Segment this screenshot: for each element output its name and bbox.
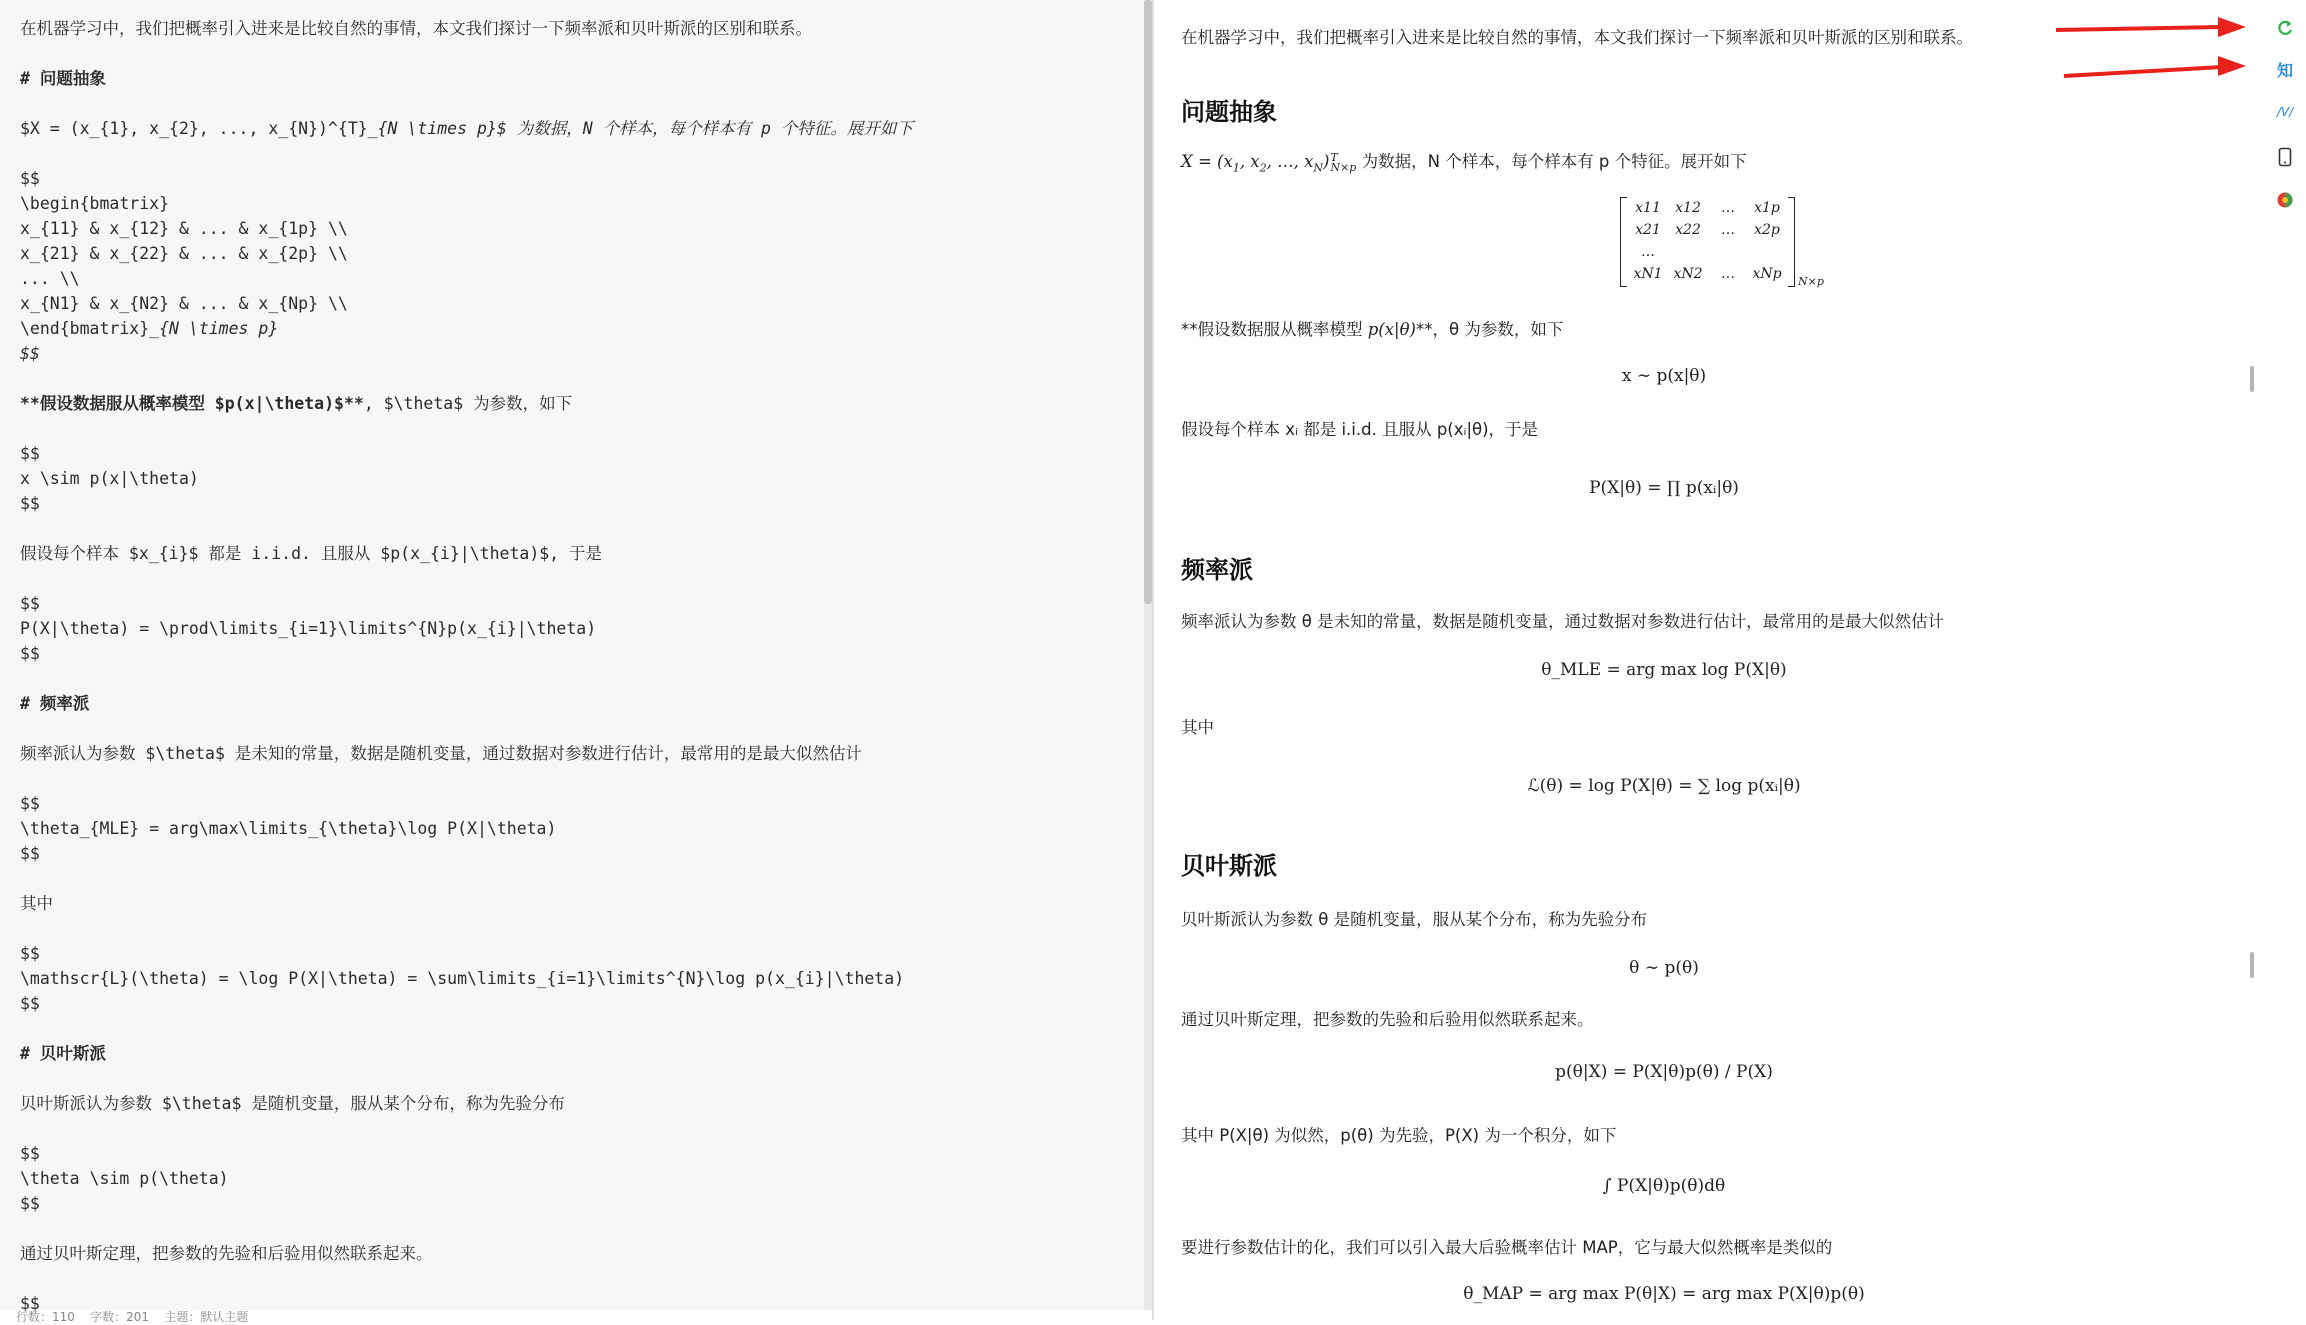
matrix-subscript: N×p [1798, 275, 1824, 288]
matrix-cell: x12 [1675, 200, 1701, 216]
matrix-cell: … [1721, 222, 1735, 238]
editor-line[interactable]: 其中 [20, 894, 53, 913]
matrix-cell: x22 [1675, 222, 1701, 238]
preview-where-paragraph: 其中 [1181, 718, 1214, 737]
equation-loglik: ℒ(θ) = log P(X|θ) = ∑ log p(xᵢ|θ) [1527, 776, 1801, 796]
editor-line[interactable]: x_{21} & x_{22} & ... & x_{2p} \\ [20, 244, 348, 263]
matrix-cells [1628, 197, 1786, 285]
equation-integral: ∫ P(X|θ)p(θ)dθ [1602, 1176, 1726, 1196]
editor-line[interactable]: 频率派认为参数 $\theta$ 是未知的常量，数据是随机变量，通过数据对参数进行估计，最常用的是最大似然估计 [20, 744, 862, 763]
matrix-cell: x11 [1635, 200, 1661, 216]
assume-suffix: **，θ 为参数，如下 [1416, 320, 1564, 339]
matrix-cell: x2p [1754, 222, 1780, 238]
editor-line[interactable]: x_{11} & x_{12} & ... & x_{1p} \\ [20, 219, 348, 238]
theme-icon[interactable] [2274, 191, 2296, 213]
matrix-cell [1748, 241, 1786, 263]
matrix-left-bracket [1620, 197, 1627, 287]
editor-status-bar: 行数：110 字数：201 主题：默认主题 [16, 1310, 249, 1324]
preview-scroll-marker-1[interactable] [2250, 366, 2254, 392]
preview-heading-problem: 问题抽象 [1181, 98, 1277, 126]
editor-line[interactable]: P(X|\theta) = \prod\limits_{i=1}\limits^{N}p(x_{i}|\theta) [20, 619, 597, 638]
preview-freq-paragraph: 频率派认为参数 θ 是未知的常量，数据是随机变量，通过数据对参数进行估计，最常用的是最大似然估计 [1181, 612, 1945, 631]
editor-line[interactable]: $$ [20, 844, 40, 863]
preview-intro-paragraph: 在机器学习中，我们把概率引入进来是比较自然的事情，本文我们探讨一下频率派和贝叶斯派的区别和联系。 [1181, 28, 1973, 47]
equation-prior: θ ∼ p(θ) [1629, 958, 1699, 978]
phone-icon-graphic [2278, 147, 2292, 167]
editor-line[interactable]: x \sim p(x|\theta) [20, 469, 199, 488]
editor-line-segment: {N \times p}$ 为数据，N 个样本，每个样本有 p 个特征。展开如下 [377, 119, 913, 138]
sync-icon-graphic [2275, 18, 2295, 38]
equation-mle: θ_MLE = arg max log P(X|θ) [1541, 660, 1787, 680]
preview-bayes-paragraph: 贝叶斯派认为参数 θ 是随机变量，服从某个分布，称为先验分布 [1181, 910, 1648, 929]
assume-prefix: **假设数据服从概率模型 [1181, 320, 1368, 339]
inline-math-X: $X = (x_1$, $x_2$, …, $x_N)T$ N×p [1181, 150, 1357, 175]
equation-likelihood: P(X|θ) = ∏ p(xᵢ|θ) [1589, 478, 1739, 498]
editor-line[interactable]: $$ [20, 644, 40, 663]
data-matrix [1620, 193, 1840, 293]
editor-line[interactable] [20, 1116, 913, 1141]
editor-line[interactable]: x_{N1} & x_{N2} & ... & x_{Np} \\ [20, 294, 348, 313]
matrix-right-bracket [1788, 197, 1795, 287]
editor-line[interactable] [20, 1266, 913, 1291]
formula-icon[interactable]: /V/ [2276, 105, 2294, 119]
editor-line[interactable] [20, 766, 913, 791]
data-paragraph-text: 为数据，N 个样本，每个样本有 p 个特征。展开如下 [1356, 152, 1747, 171]
editor-line[interactable]: 贝叶斯派认为参数 $\theta$ 是随机变量，服从某个分布，称为先验分布 [20, 1094, 565, 1113]
editor-line[interactable] [20, 716, 913, 741]
editor-line[interactable]: 假设每个样本 $x_{i}$ 都是 i.i.d. 且服从 $p(x_{i}|\theta)$, 于是 [20, 544, 603, 563]
matrix-cell: … [1721, 200, 1735, 216]
preview-assume-paragraph [1181, 316, 1563, 340]
preview-terms-paragraph: 其中 P(X|θ) 为似然，p(θ) 为先验，P(X) 为一个积分，如下 [1181, 1126, 1617, 1145]
editor-line[interactable]: 通过贝叶斯定理，把参数的先验和后验用似然联系起来。 [20, 1244, 433, 1263]
editor-line[interactable] [20, 866, 913, 891]
editor-line[interactable] [20, 1016, 913, 1041]
right-toolbar [2264, 0, 2306, 1320]
preview-heading-bayesian: 贝叶斯派 [1181, 852, 1277, 880]
editor-line[interactable] [20, 1066, 913, 1091]
markdown-preview [1154, 0, 2264, 1320]
editor-line[interactable]: $$ [20, 1294, 40, 1313]
editor-line[interactable] [20, 366, 913, 391]
matrix-cell: x1p [1754, 200, 1780, 216]
editor-line[interactable]: $$ [20, 444, 40, 463]
editor-line-segment: $X = (x_{1}, x_{2}, ..., x_{N})^{T}_ [20, 119, 378, 138]
markdown-editor[interactable] [0, 0, 1144, 1324]
editor-line[interactable] [20, 666, 913, 691]
equation-posterior: p(θ|X) = P(X|θ)p(θ) / P(X) [1555, 1062, 1773, 1082]
editor-line[interactable]: 在机器学习中，我们把概率引入进来是比较自然的事情，本文我们探讨一下频率派和贝叶斯派的区别和联系。 [20, 19, 812, 38]
editor-line-segment: , $\theta$ 为参数，如下 [363, 394, 573, 413]
matrix-cell: … [1641, 244, 1655, 260]
editor-line[interactable]: $$ [20, 344, 40, 363]
matrix-cell: x21 [1635, 222, 1661, 238]
matrix-cell: … [1721, 266, 1735, 282]
editor-line[interactable]: $$ [20, 794, 40, 813]
theme-icon-graphic [2276, 191, 2294, 209]
inline-math-model: p(x|θ) [1367, 320, 1416, 339]
zhihu-icon[interactable]: 知 [2276, 61, 2293, 80]
editor-line[interactable]: $$ [20, 1144, 40, 1163]
editor-lines[interactable] [20, 16, 913, 1316]
editor-scrollbar-thumb[interactable] [1144, 0, 1152, 604]
equation-map: θ_MAP = arg max P(θ|X) = arg max P(X|θ)p(θ) [1463, 1284, 1865, 1304]
sync-icon[interactable] [2274, 18, 2296, 40]
editor-line[interactable] [20, 916, 913, 941]
editor-scrollbar[interactable] [1144, 0, 1152, 1310]
editor-line[interactable] [20, 1216, 913, 1241]
editor-line-segment: **假设数据服从概率模型 $p(x|\theta)$** [20, 394, 364, 413]
editor-line[interactable] [20, 566, 913, 591]
editor-line[interactable]: $$ [20, 494, 40, 513]
editor-line[interactable]: \begin{bmatrix} [20, 194, 170, 213]
editor-line[interactable]: # 贝叶斯派 [20, 1044, 106, 1063]
matrix-cell [1668, 241, 1708, 263]
preview-iid-paragraph: 假设每个样本 xᵢ 都是 i.i.d. 且服从 p(xᵢ|θ)，于是 [1181, 420, 1539, 439]
editor-line[interactable]: \mathscr{L}(\theta) = \log P(X|\theta) = \sum\limits_{i=1}\limits^{N}\log p(x_{i}|\theta) [20, 969, 905, 988]
matrix-cell: xN2 [1673, 266, 1703, 282]
editor-line[interactable] [20, 41, 913, 66]
matrix-cell: xNp [1752, 266, 1782, 282]
editor-line[interactable]: $$ [20, 169, 40, 188]
editor-line[interactable]: $$ [20, 594, 40, 613]
editor-line[interactable]: \theta \sim p(\theta) [20, 1169, 229, 1188]
matrix-cell [1708, 241, 1748, 263]
editor-line[interactable]: # 问题抽象 [20, 69, 106, 88]
preview-data-paragraph [1181, 148, 1747, 174]
editor-line[interactable] [20, 416, 913, 441]
editor-line-segment: {N \times p} [159, 319, 279, 338]
editor-line[interactable]: ... \\ [20, 269, 80, 288]
editor-line[interactable]: $$ [20, 1194, 40, 1213]
equation-model: x ∼ p(x|θ) [1621, 366, 1707, 386]
editor-line-segment: \end{bmatrix}_ [20, 319, 160, 338]
editor-line[interactable]: $$ [20, 994, 40, 1013]
editor-line[interactable] [20, 391, 913, 416]
editor-line[interactable]: # 频率派 [20, 694, 90, 713]
preview-heading-frequentist: 频率派 [1181, 556, 1253, 584]
editor-line[interactable]: $$ [20, 944, 40, 963]
editor-line[interactable] [20, 141, 913, 166]
editor-line[interactable] [20, 116, 913, 141]
editor-line[interactable] [20, 91, 913, 116]
editor-line[interactable]: \theta_{MLE} = arg\max\limits_{\theta}\log P(X|\theta) [20, 819, 557, 838]
matrix-cell: xN1 [1633, 266, 1663, 282]
editor-line[interactable] [20, 316, 913, 341]
phone-icon[interactable] [2274, 147, 2296, 169]
preview-scroll-marker-2[interactable] [2250, 952, 2254, 978]
preview-map-paragraph: 要进行参数估计的化，我们可以引入最大后验概率估计 MAP，它与最大似然概率是类似的 [1181, 1238, 1833, 1257]
preview-bayes-theorem-paragraph: 通过贝叶斯定理，把参数的先验和后验用似然联系起来。 [1181, 1010, 1594, 1029]
editor-line[interactable] [20, 516, 913, 541]
